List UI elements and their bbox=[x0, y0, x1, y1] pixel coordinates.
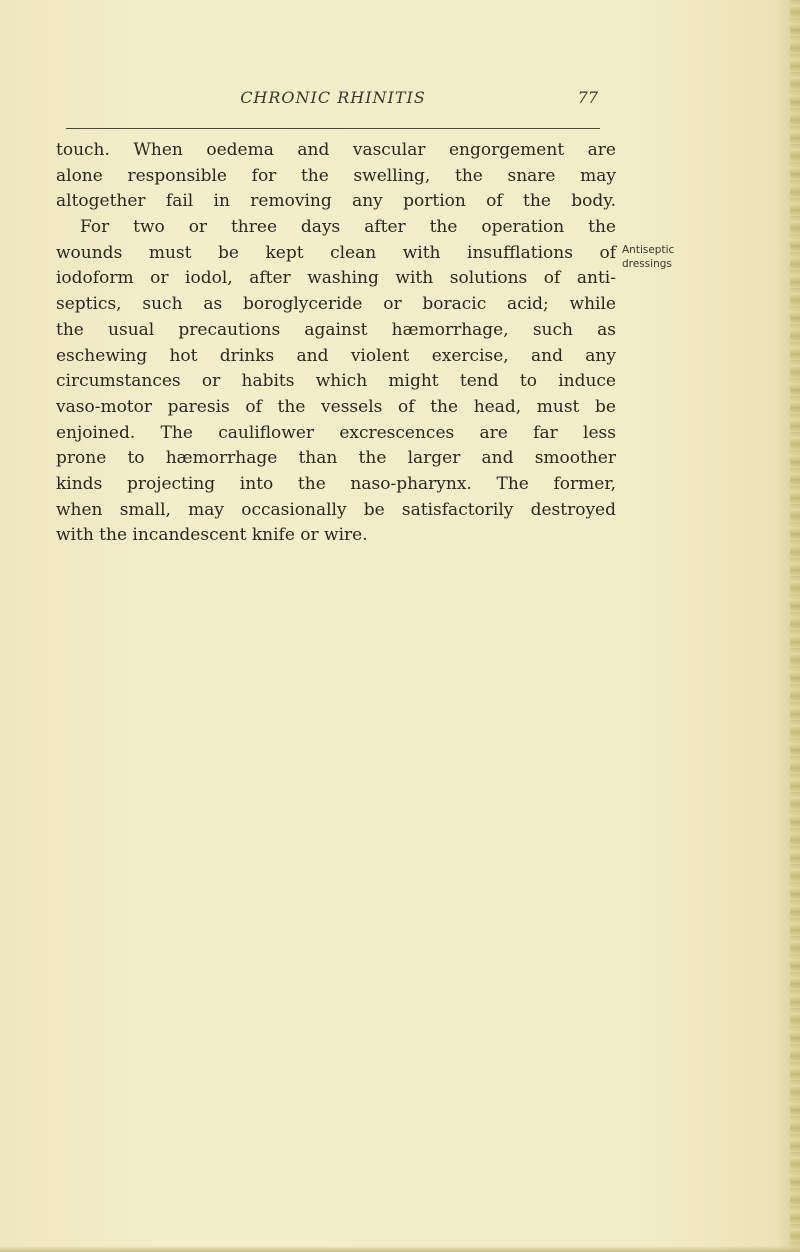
margin-note-line: Antiseptic bbox=[622, 244, 675, 256]
margin-note bbox=[622, 243, 674, 271]
running-title: CHRONIC RHINITIS bbox=[240, 88, 426, 107]
text-line: alone responsible for the swelling, the snare may bbox=[56, 165, 616, 186]
text-line: vaso-motor paresis of the vessels of the head, must be bbox=[56, 396, 616, 417]
text-line: the usual precautions against hæmorrhage, such as bbox=[56, 319, 616, 340]
text-line: touch. When oedema and vascular engorgement are bbox=[56, 140, 616, 160]
page-edge bbox=[790, 0, 800, 1252]
text-line: For two or three days after the operation the bbox=[80, 217, 616, 238]
text-line: kinds projecting into the naso-pharynx. The former, bbox=[56, 473, 616, 494]
text-line: prone to hæmorrhage than the larger and smoother bbox=[56, 448, 616, 469]
text-line: when small, may occasionally be satisfactorily destroyed bbox=[56, 499, 616, 520]
page-bottom-edge bbox=[0, 1246, 800, 1252]
text-line: septics, such as boroglyceride or boracic acid; while bbox=[56, 294, 616, 315]
text-line: circumstances or habits which might tend to induce bbox=[56, 371, 616, 392]
header-rule bbox=[66, 128, 600, 129]
text-line: iodoform or iodol, after washing with solutions of anti- bbox=[56, 268, 616, 289]
page-number: 77 bbox=[577, 88, 598, 107]
text-line: wounds must be kept clean with insufflations of bbox=[56, 242, 616, 263]
text-line: enjoined. The cauliflower excrescences are far less bbox=[56, 422, 616, 443]
text-line: eschewing hot drinks and violent exercise, and any bbox=[56, 345, 616, 366]
body-paragraphs bbox=[56, 138, 616, 549]
margin-note-line: dressings bbox=[622, 258, 672, 270]
running-head bbox=[66, 88, 600, 114]
text-line: with the incandescent knife or wire. bbox=[56, 525, 368, 546]
text-line: altogether fail in removing any portion of the body. bbox=[56, 191, 616, 212]
